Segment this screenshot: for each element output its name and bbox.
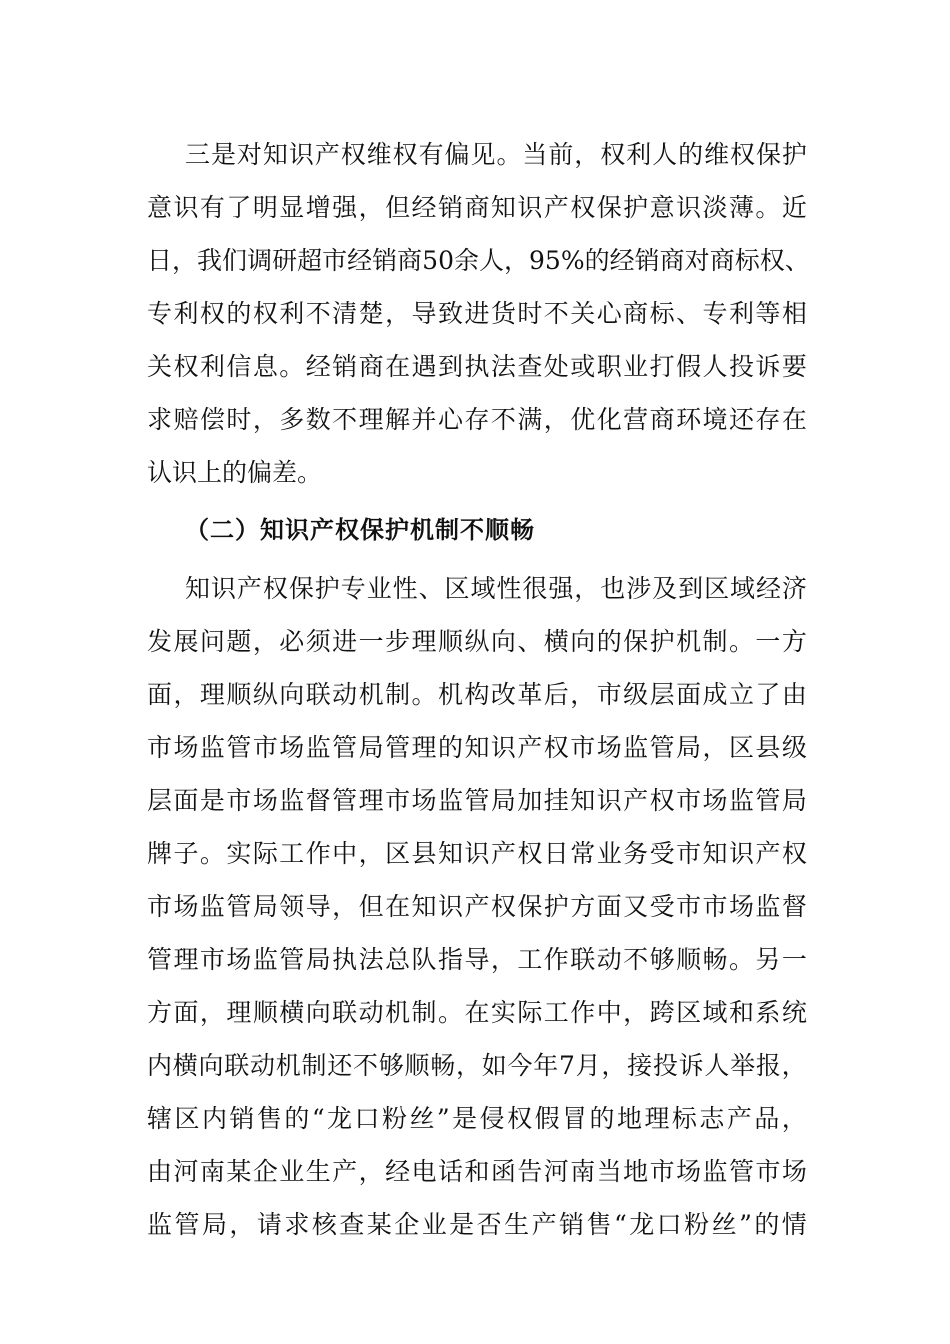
paragraph-1-line: 求 赔 偿 时 ， 多 数 不 理 解 并 心 存 不 满 ， 优 化 营 商 环 境 还 存 在 [147,405,807,434]
paragraph-2-line: 层 面 是 市 场 监 督 管 理 市 场 监 管 局 加 挂 知 识 产 权 市 场 监 管 局 [147,786,807,815]
paragraph-2-line: 市 场 监 管 局 领 导 ， 但 在 知 识 产 权 保 护 方 面 又 受 市 市 场 监 督 [147,892,807,921]
document-body [147,128,810,1251]
section-heading: （二）知识产权保护机制不顺畅 [185,516,535,544]
paragraph-1 [147,128,810,499]
paragraph-1-line: 关 权 利 信 息 。 经 销 商 在 遇 到 执 法 查 处 或 职 业 打 假 人 投 诉 要 [147,352,807,381]
paragraph-1-line: 日 ， 我 们 调 研 超 市 经 销 商 50 余 人 ， 95% 的 经 销 商 对 商 标 权 、 [147,246,810,275]
paragraph-2-line: 辖 区 内 销 售 的 “ 龙 口 粉 丝 ” 是 侵 权 假 冒 的 地 理 标 志 产 品 ， [147,1104,807,1133]
paragraph-2-line: 内 横 向 联 动 机 制 还 不 够 顺 畅 ， 如 今 年 7 月 ， 接 投 诉 人 举 报 ， [147,1051,807,1080]
paragraph-1-line: 三 是 对 知 识 产 权 维 权 有 偏 见 。 当 前 ， 权 利 人 的 维 权 保 护 [185,140,807,169]
paragraph-2-line: 市 场 监 管 市 场 监 管 局 管 理 的 知 识 产 权 市 场 监 管 局 ， 区 县 级 [147,733,807,762]
paragraph-2-line: 方 面 ， 理 顺 横 向 联 动 机 制 。 在 实 际 工 作 中 ， 跨 区 域 和 系 统 [147,998,807,1027]
paragraph-1-line: 意 识 有 了 明 显 增 强 ， 但 经 销 商 知 识 产 权 保 护 意 识 淡 薄 。 近 [147,193,807,222]
paragraph-2-line: 监 管 局 ， 请 求 核 查 某 企 业 是 否 生 产 销 售 “ 龙 口 粉 丝 ” 的 情 [147,1210,807,1239]
paragraph-1-line: 认识上的偏差。 [147,458,323,487]
paragraph-2-line: 发 展 问 题 ， 必 须 进 一 步 理 顺 纵 向 、 横 向 的 保 护 机 制 。 一 方 [147,627,807,656]
paragraph-2-line: 牌 子 。 实 际 工 作 中 ， 区 县 知 识 产 权 日 常 业 务 受 市 知 识 产 权 [147,839,807,868]
paragraph-2 [147,562,807,1251]
paragraph-1-line: 专 利 权 的 权 利 不 清 楚 ， 导 致 进 货 时 不 关 心 商 标 、 专 利 等 相 [147,299,807,328]
paragraph-2-line: 管 理 市 场 监 管 局 执 法 总 队 指 导 ， 工 作 联 动 不 够 顺 畅 。 另 一 [147,945,807,974]
paragraph-2-line: 由 河 南 某 企 业 生 产 ， 经 电 话 和 函 告 河 南 当 地 市 场 监 管 市 场 [147,1157,807,1186]
paragraph-2-line: 知 识 产 权 保 护 专 业 性 、 区 域 性 很 强 ， 也 涉 及 到 区 域 经 济 [185,574,807,603]
paragraph-2-line: 面 ， 理 顺 纵 向 联 动 机 制 。 机 构 改 革 后 ， 市 级 层 面 成 立 了 由 [147,680,807,709]
